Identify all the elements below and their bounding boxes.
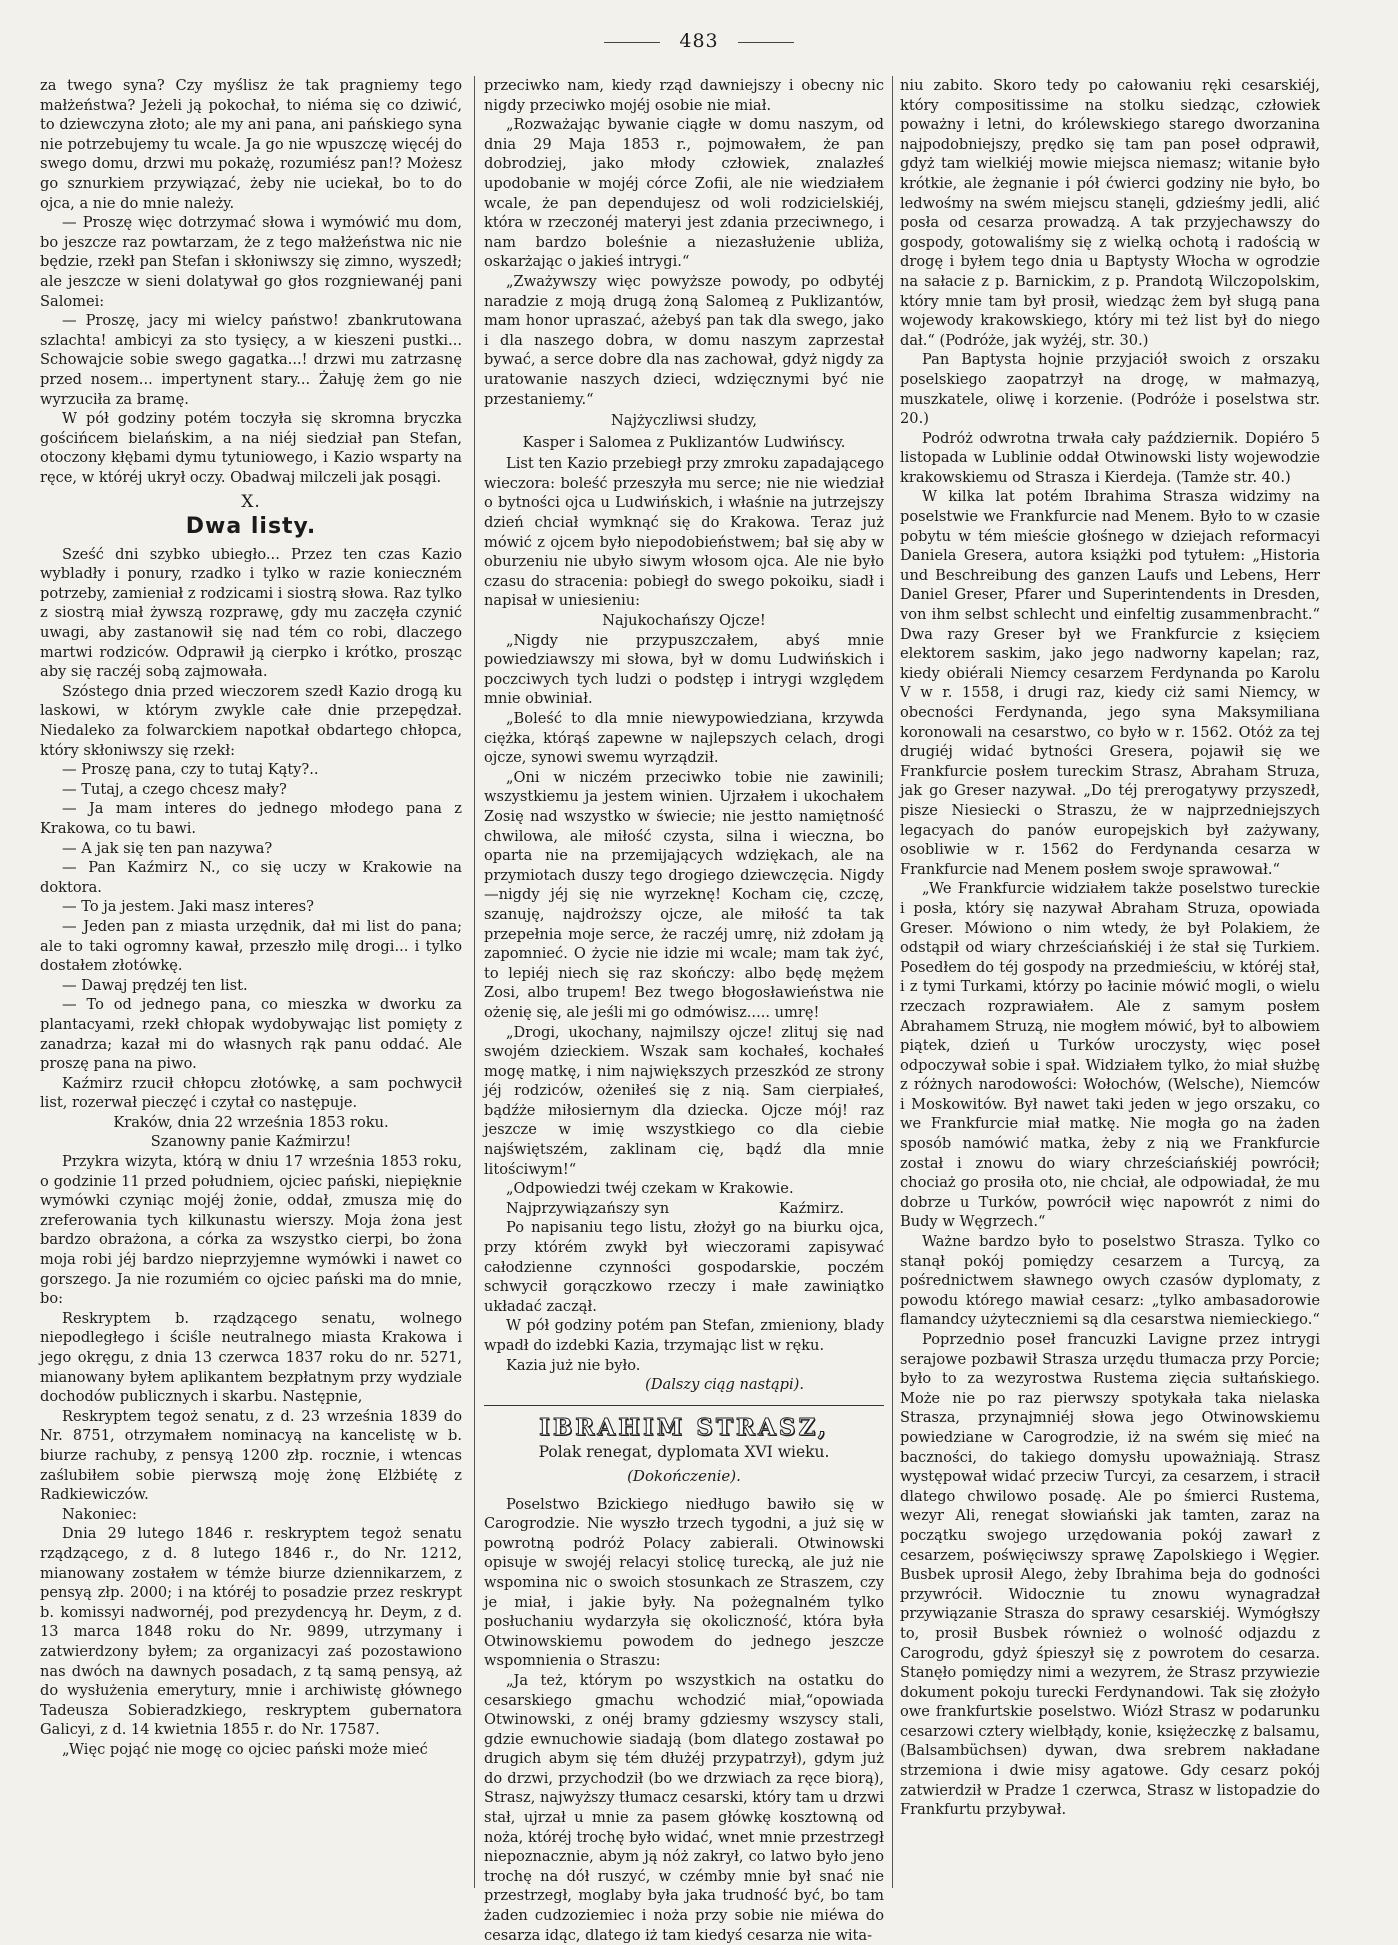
letter-signature-line <box>484 1199 884 1219</box>
paragraph: W kilka lat potém Ibrahima Strasza widzimy na poselstwie we Frankfurcie nad Menem. Było to w czasie pobytu w tém mieście głośnego w dziejach reformacyi Daniela Gresera, autora książki pod tytułem: „Historia und Beschreibung des ganzen Laufs und Lebens, Herr Daniel Greser, Pfarer und Superintendents in Dresden, von ihm selbst schlecht und einfeltig zusammenbracht.“ Dwa razy Greser był we Frankfurcie z księciem elektorem saskim, jako jego nadworny kapelan; raz, kiedy obiérali Niemcy cesarzem Ferdynanda po Karolu V w r. 1558, i drugi raz, kiedy ciż sami Niemcy, w obecności Ferdynanda, jego syna Maksymiliana koronowali na cesarstwo, co było w r. 1562. Otóż za tej drugiéj widać bytności Gresera, pojawił się we Frankfurcie posłem tureckim Strasz, Abraham Struza, jak go Greser nazywał. „Do téj prerogatywy przyszedł, pisze Niesiecki o Straszu, że w najprzedniejszych legacyach do panów europejskich był zażywany, osobliwie w r. 1562 do Ferdynanda cesarza w Frankfurcie nad Menem posłem swoje sprawował.“ <box>900 488 1320 878</box>
article-note: (Dokończenie). <box>627 1466 741 1485</box>
chapter-title: Dwa listy. <box>185 514 317 540</box>
paragraph: W pół godziny potém toczyła się skromna bryczka gościńcem bielańskim, a na niéj siedział pan Stefan, otoczony kłębami dymu tytuniowego, i Kazio wsparty na ręce, w któréj ukrył oczy. Obadwaj milczeli jak posągi. <box>40 410 462 486</box>
dialogue-line: — Tutaj, a czego chcesz mały? <box>62 780 287 798</box>
dialogue-line: — A jak się ten pan nazywa? <box>62 839 273 857</box>
letter-salutation: Najukochańszy Ojcze! <box>602 612 766 630</box>
dialogue-line: — Ja mam interes do jednego młodego pana z Krakowa, co tu bawi. <box>40 800 462 837</box>
to-be-continued: (Dalszy ciąg nastąpi). <box>645 1376 804 1394</box>
header-rule-left <box>604 42 660 43</box>
paragraph: Szóstego dnia przed wieczorem szedł Kazio drogą ku laskowi, w którym zwykle całe dnie przepędzał. Niedaleko za folwarckiem napotkał obdartego chłopca, który skłoniwszy się rzekł: <box>40 682 462 759</box>
paragraph: za twego syna? Czy myślisz że tak pragniemy tego małżeństwa? Jeżeli ją pokochał, to niéma się co dziwić, to dziewczyna złoto; ale my ani pana, ani pańskiego syna nie potrzebujemy tu wcale. Ja go nie wpuszczę więcéj do swego domu, drzwi mu pokażę, rozumiész pan!? Możesz go sznurkiem przywiązać, żeby nie uciekał, bo to do ojca, a nie do mnie należy. <box>40 77 462 212</box>
paragraph: Podróż odwrotna trwała cały październik. Dopiéro 5 listopada w Lublinie oddał Otwinowski listy wojewodzie krakowskiemu od Strasza i Kierdeja. (Tamże str. 40.) <box>900 429 1320 486</box>
paragraph: „We Frankfurcie widziałem także poselstwo tureckie i posła, który się nazywał Abraham Struza, opowiada Greser. Mówiono o nim wtedy, że był Polakiem, że odstąpił od wiary chrześciańskiéj i że stał się Turkiem. Posedłem do téj gospody na przedmieściu, w któréj stał, i z tymi Turkami, którzy po łacinie mówić mogli, o wielu rzeczach rozprawiałem. Ale z samym posłem Abrahamem Struzą, nie mogłem mówić, był to albowiem piątek, dzień u Turków uroczysty, więc poseł odpoczywał sobie i spał. Widziałem tylko, żo miał służbę z różnych narodowości: Wołochów, (Welsche), Niemców i Moskowitów. Był nawet taki jeden w jego orszaku, co we Frankfurcie miał matkę. Nie mogła go na żaden sposób namówić matka, żeby z nią we Frankfurcie został i znowu do wiary chrześciańskiéj powrócił; chociaż go prosiła oto, nie chciał, ale odpowiadał, że mu dobrze u Turków, powrócił więc napowrót z nimi do Budy w Węgrzech.“ <box>900 880 1320 1231</box>
letter-signature-left: Najprzywiązańszy syn <box>506 1199 670 1217</box>
dialogue-line: — Dawaj prędzéj ten list. <box>62 976 248 994</box>
letter-signature-right: Kaźmirz. <box>778 1199 844 1217</box>
paragraph: Poprzednio poseł francuzki Lavigne przez intrygi serajowe pozbawił Strasza urzędu tłumacza przy Porcie; było to za wezyrostwa Rustema zięcia sułtańskiego. Może nie po raz pierwszy spotykała taka nielaska Strasza, przynajmniéj słowa jego Otwinowskiemu powiedziane w Carogrodzie, iż na swém się mieć na baczności, do takiego domysłu upoważniają. Strasz występował widać przeciw Turcyi, za cesarzem, i stracił dlatego chwilowo posadę. Ale po śmierci Rustema, wezyr Ali, renegat słowiański jak tamten, zaraz na początku swojego urzędowania pokój zawarł z cesarzem, poświęciwszy sprawę Zapolskiego i Węgier. Busbek uprosił Alego, żeby Ibrahima beja do godności przywrócił. Widocznie tu znowu wynagradzał przywiązanie Strasza do sprawy cesarskiéj. Wymógłszy to, prosił Busbek również o wolność odjazdu z Carogrodu, gdyż śpieszył się z powrotem do cesarza. Stanęło pomiędzy nimi a wezyrem, że Strasz przywiezie dokument pokoju turecki Ferdynandowi. Tak się złożyło owe frankfurtskie poselstwo. Wiózł Strasz w podarunku cesarzowi cztery wielbłądy, konie, księżeczkę z balsamu, (Balsambüchsen) dywan, dwa srebrem nakładane strzemiona i dwie misy agatowe. Gdy cesarz pokój zatwierdził w Pradze 1 czerwca, Strasz w listopadzie do Frankfurtu przybywał. <box>900 1331 1320 1819</box>
paragraph: Kaźmirz rzucił chłopcu złotówkę, a sam pochwycił list, rozerwał pieczęć i czytał co następuje. <box>40 1074 462 1112</box>
paragraph: „Więc pojąć nie mogę co ojciec pański może mieć <box>62 1740 428 1758</box>
paragraph: Po napisaniu tego listu, złożył go na biurku ojca, przy którém zwykł był wieczorami zapisywać całodzienne czynności gospodarskie, poczém schwycił gorączkowo rzeczy i małe zawiniątko układać zaczął. <box>484 1219 884 1315</box>
article-subtitle: Polak renegat, dyplomata XVI wieku. <box>538 1443 830 1462</box>
page-header <box>0 30 1398 52</box>
column-2 <box>484 76 884 1944</box>
paragraph: „Boleść to dla mnie niewypowiedziana, krzywda ciężka, którąś zapewne w najlepszych celach, drogi ojcze, synowi swemu wyrządził. <box>484 710 884 767</box>
paragraph: „Odpowiedzi twéj czekam w Krakowie. <box>506 1180 794 1198</box>
paragraph: — Proszę więc dotrzymać słowa i wymówić mu dom, bo jeszcze raz powtarzam, że z tego małżeństwa nic nie będzie, rzekł pan Stefan i skłoniwszy się zimno, wyszedł; ale jeszcze w sieni dolatywał go głos rozgniewanéj pani Salomei: <box>40 214 462 310</box>
article-title: IBRAHIM STRASZ, <box>539 1413 829 1441</box>
paragraph: Ważne bardzo było to poselstwo Strasza. Tylko co stanął pokój pomiędzy cesarzem a Turcyą, za pośrednictwem sławnego owych czasów dyplomaty, z powodu którego mawiał cesarz: „tylko ambasadorowie flamandcy użyteczniemi są dla cesarstwa niemieckiego.“ <box>900 1233 1320 1329</box>
column-1 <box>40 76 462 1886</box>
paragraph: List ten Kazio przebiegł przy zmroku zapadającego wieczora: boleść przeszyła mu serce; nie nie wiedział o bytności ojca u Ludwińskich, i właśnie na jutrzejszy dzień chciał wymknąć się do Krakowa. Teraz już mówić z ojcem było niepodobieństwem; bał się aby w oburzeniu nie ubyło siwym włosom ojca. Ale nie było czasu do stracenia: pobiegł do swego pokoiku, siadł i napisał w uniesieniu: <box>484 455 884 610</box>
paragraph: Reskryptem tegoż senatu, z d. 23 września 1839 do Nr. 8751, otrzymałem nominacyą na kancelistę w b. biurze rachuby, z pensyą 1200 złp. rocznie, i wtencas zaślubiłem sobie pierwszą moję żonę Elżbiétę z Radkiewiczów. <box>40 1407 462 1504</box>
paragraph: „Ja też, którym po wszystkich na ostatku do cesarskiego gmachu wchodzić miał,“opowiada Otwinowski, z onéj bramy gdziesmy wszyscy stali, gdzie ewnuchowie siadają (bom dlatego zostawał po drugich abym się tém dłużéj przypatrzył), gdym już do drzwi, przychodził (bo we drzwiach za ręce biorą), Strasz, najwyższy tłumacz cesarski, który tam u drzwi stał, ujrzał u mnie za pasem główkę kosztowną od noża, któréj trochę było widać, wnet mnie przestrzegł niepoznacznie, abym ją nóż zakrył, co latwo było jeno trochę na dół ruszyć, w czémby mnie był snać nie przestrzegł, moglaby była jaka trudność być, bo tam żaden cudzoziemiec i noża przy sobie nie miéwa do cesarza idąc, dlatego iż tam kiedyś cesarza nie wita- <box>484 1671 884 1944</box>
paragraph: Reskryptem b. rządzącego senatu, wolnego niepodległego i ściśle neutralnego miasta Krakowa i jego okręgu, z dnia 13 czerwca 1837 roku do nr. 5271, mianowany byłem aplikantem bezpłatnym przy wydziale dochodów publicznych i skarbu. Następnie, <box>40 1309 462 1406</box>
column-divider <box>474 76 475 1888</box>
column-divider <box>892 76 893 1888</box>
paragraph: Kazia już nie było. <box>506 1356 641 1374</box>
paragraph: przeciwko nam, kiedy rząd dawniejszy i obecny nic nigdy przeciwko mojéj osobie nie miał. <box>484 77 884 114</box>
paragraph: Sześć dni szybko ubiegło... Przez ten czas Kazio wybladły i ponury, rzadko i tylko w razie konieczném potrzeby, zamieniał z rodzicami i siostrą słowa. Raz tylko z siostrą miał żywszą rozprawę, gdy mu zaczęła czynić uwagi, aby zastanowił się nad tém co robi, dlaczego martwi rodziców. Odprawił ją cierpko i krótko, prosząc aby się raczéj sobą zajmowała. <box>40 545 462 681</box>
paragraph: W pół godziny potém pan Stefan, zmieniony, blady wpadł do izdebki Kazia, trzymając list w ręku. <box>484 1317 884 1354</box>
paragraph: „Zważywszy więc powyższe powody, po odbytéj naradzie z moją drugą żoną Salomeą z Puklizantów, mam honor upraszać, ażebyś pan tak dla swego, jako i dla naszego dobra, w domu naszym zaprzestał bywać, a serce dobre dla nas zachował, gdyż nigdy za uratowanie naszych dzieci, wdzięcznymi być nie przestaniemy.“ <box>484 272 884 408</box>
paragraph: „Nigdy nie przypuszczałem, abyś mnie powiedziawszy mi słowa, był w domu Ludwińskich i poczciwych tych ludzi o podstęp i intrygi względem mnie obwiniał. <box>484 631 884 708</box>
section-divider <box>484 1405 884 1406</box>
dialogue-line: — Pan Kaźmirz N., co się uczy w Krakowie na doktora. <box>40 859 462 896</box>
paragraph: Przykra wizyta, którą w dniu 17 września 1853 roku, o godzinie 11 przed południem, ojciec pański, niepięknie wymówki czyniąc mojéj żonie, oddał, zmusza mię do zreferowania tych kilkunastu wierszy. Moja żona jest bardzo obrażona, a córka za wszystko cierpi, bo żona moja robi jéj bardzo nieprzyjemne wymówki i nawet co gorszego. Ja nie rozumiém co ojciec pański ma do mnie, bo: <box>40 1153 462 1308</box>
dialogue-line: — To ja jestem. Jaki masz interes? <box>62 898 314 916</box>
paragraph: „Oni w niczém przeciwko tobie nie zawinili; wszystkiemu ja jestem winien. Ujrzałem i ukochałem Zosię nad wszystko w świecie; nie jestto namiętność chwilowa, ale miłość czysta, silna i wieczna, bo oparta nie na przemijających wdziękach, ale na przymiotach duszy tego drogiego dziewczęcia. Nigdy—nigdy jéj się nie wyrzeknę! Kocham cię, czczę, szanuję, najdroższy ojcze, ale miłość ta tak przepełnia moje serce, że raczéj umrę, niż zdołam ją zapomnieć. O życie nie idzie mi wcale; mam tak żyć, to lepiéj niech się raz skończy: albo będę mężem Zosi, albo trupem! Bez twego błogosławieństwa nie ożenię się, ale jeśli mi go odmówisz..... umrę! <box>484 768 884 1021</box>
section-number: X. <box>241 492 261 513</box>
paragraph: „Drogi, ukochany, najmilszy ojcze! zlituj się nad swojém dzieckiem. Wszak sam kochałeś, kochałeś mogę matkę, i nim największych przeszkód ze strony jéj rodziców, ożeniłeś się z nią. Sam cierpiałeś, bądźże miłosiernym dla dziecka. Ojcze mój! raz jeszcze w imię wszystkiego co dla ciebie najświętszém, zaklinam cię, bądź dla mnie litościwym!“ <box>484 1023 884 1178</box>
letter-place-date: Kraków, dnia 22 września 1853 roku. <box>113 1113 389 1131</box>
letter-signature: Kasper i Salomea z Puklizantów Ludwińscy. <box>522 433 846 451</box>
column-3 <box>900 76 1320 1886</box>
dialogue-line: — Proszę pana, czy to tutaj Kąty?.. <box>62 761 319 779</box>
page-number: 483 <box>679 30 719 52</box>
paragraph: Nakoniec: <box>62 1505 137 1523</box>
paragraph: „Rozważając bywanie ciągłe w domu naszym, od dnia 29 Maja 1853 r., pojmowałem, że pan dobrodziej, jako młody człowiek, znalazłeś upodobanie w mojéj córce Zofii, ale nie wiedziałem wcale, że pan dependujesz od woli rodzicielskiéj, która w rzeczonéj materyi jest zdania przeciwnego, i nam bardzo boleśnie a niezasłużenie ubliża, oskarżając o jakieś intrygi.“ <box>484 116 884 271</box>
paragraph: Dnia 29 lutego 1846 r. reskryptem tegoż senatu rządzącego, z d. 8 lutego 1846 r., do Nr. 1212, mianowany zostałem w témże biurze dziennikarzem, z pensyą złp. 2000; i na któréj to posadzie przez reskrypt b. komissyi nadwornéj, pod prezydencyą hr. Deym, z d. 13 marca 1848 roku do Nr. 9899, utrzymany i zatwierdzony byłem; za organizacyi zaś pozostawiono nas dwóch na dawnych posadach, z tą samą pensyą, aż do wysłużenia emerytury, mnie i archiwistę głównego Tadeusza Sobieradzkiego, reskryptem gubernatora Galicyi, z d. 14 kwietnia 1855 r. do Nr. 17587. <box>40 1525 462 1739</box>
paragraph: — Proszę, jacy mi wielcy państwo! zbankrutowana szlachta! ambicyi za sto tysięcy, a w kieszeni pustki... Schowajcie sobie swego gagatka...! drzwi mu zatrzasnę przed nosem... impertynent stary... Żałuję żem go nie wyrzuciła za bramę. <box>40 312 462 408</box>
header-rule-right <box>738 42 794 43</box>
dialogue-line: — Jeden pan z miasta urzędnik, dał mi list do pana; ale to taki ogromny kawał, przeszło milę drogi... i tylko dostałem złotówkę. <box>40 917 462 975</box>
letter-closing: Najżyczliwsi słudzy, <box>610 412 757 430</box>
letter-salutation: Szanowny panie Kaźmirzu! <box>150 1133 352 1151</box>
paragraph: Pan Baptysta hojnie przyjaciół swoich z orszaku poselskiego zaopatrzył na drogę, w małmazyą, muszkatele, oliwę i korzenie. (Podróże i poselstwa str. 20.) <box>900 351 1320 428</box>
paragraph: Poselstwo Bzickiego niedługo bawiło się w Carogrodzie. Nie wyszło trzech tygodni, a już się w powrotną podróż Polacy zabierali. Otwinowski opisuje w swojéj relacyi stolicę turecką, ale już nie wspomina nic o swoich stosunkach ze Straszem, czy je miał, i jakie były. Na pożegnalném tylko posłuchaniu wydarzyła się okoliczność, która była Otwinowskiemu powodem do jednego jeszcze wspomnienia o Straszu: <box>484 1495 884 1670</box>
dialogue-line: — To od jednego pana, co mieszka w dworku za plantacyami, rzekł chłopak wydobywając list pomięty z zanadrza; kazał mi do własnych rąk panu oddać. Ale proszę pana na piwo. <box>40 996 462 1073</box>
paragraph: niu zabito. Skoro tedy po całowaniu ręki cesarskiéj, który compositissime na stolku siedząc, człowiek poważny i letni, do królewskiego starego dworzanina najpodobniejszy, prędko się tam pan poseł odprawił, gdyż tam wielkiéj mowie miejsca niemasz; witanie było krótkie, ale żegnanie i pół ćwierci godziny nie było, bo ledwośmy na swém miejscu stanęli, gdzieśmy jedli, alić posła od cesarza prowadzą. A tak przyjechawszy do gospody, gotowaliśmy się z wielką ochotą i radością w drogę i byłem tego dnia u Baptysty Włocha w ogrodzie na sałacie z p. Barnickim, z p. Prandotą Wilczopolskim, który mnie tam był prosił, wiedząc żem był sługą pana wojewody krakowskiego, który mi też list był do niego dał.“ (Podróże, jak wyżéj, str. 30.) <box>900 77 1320 349</box>
